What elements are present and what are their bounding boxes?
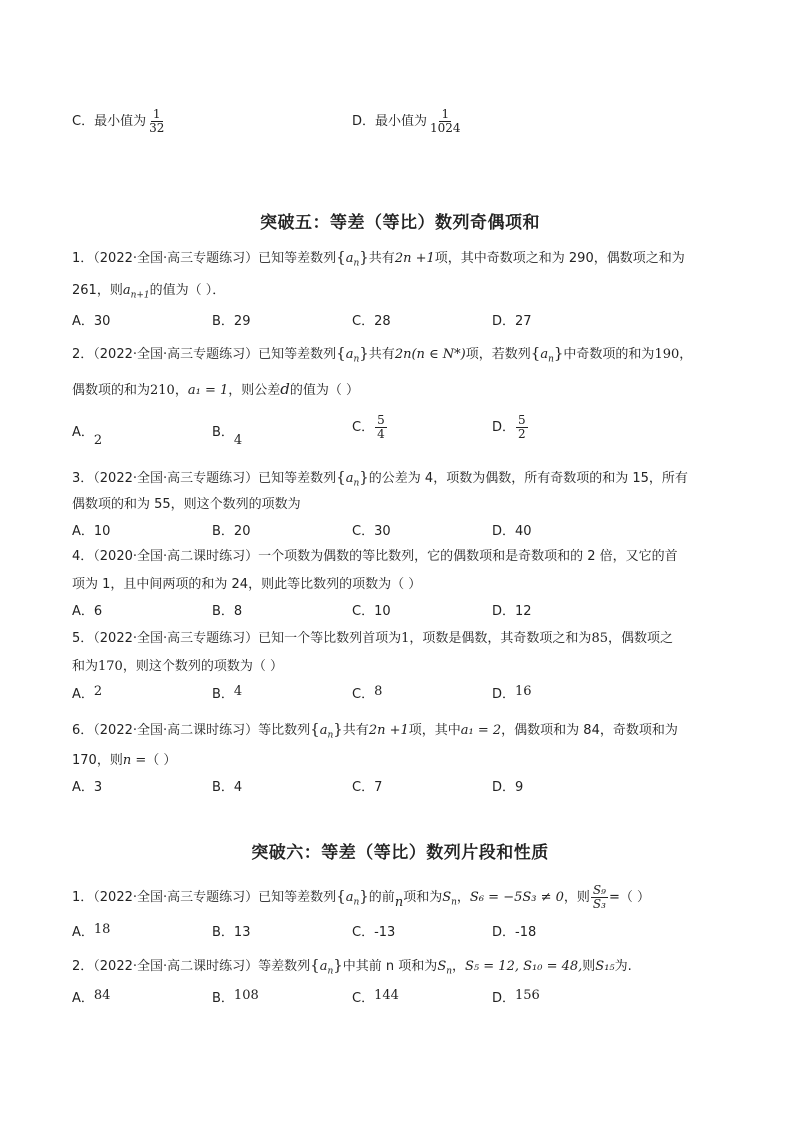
option: A．2 xyxy=(72,425,103,448)
s5-q6-line1: 6．（2022·全国·高二课时练习）等比数列$\{a_n\}$共有2n +1项，其中a₁ = 2，偶数项和为 84，奇数项和为 xyxy=(72,720,678,741)
top-option-d: D．最小值为 $\frac{1}{1024}$ xyxy=(352,107,461,135)
option: D．-18 xyxy=(492,925,537,940)
option: D．12 xyxy=(492,604,532,619)
option: C．144 xyxy=(352,988,399,1006)
option: C．7 xyxy=(352,780,383,795)
fraction: $\frac{5}{2}$ xyxy=(518,413,526,441)
option: C．30 xyxy=(352,524,391,539)
option: A．2 xyxy=(72,684,103,702)
option: D．16 xyxy=(492,684,532,702)
option: B．4 xyxy=(212,684,243,702)
option: B．13 xyxy=(212,925,251,940)
option: B．29 xyxy=(212,314,251,329)
s6-q2-line1: 2．（2022·全国·高二课时练习）等差数列$\{a_n\}$中其前 n 项和为$S_n$，S₅ = 12, S₁₀ = 48,则S₁₅为. xyxy=(72,956,632,977)
option: D．40 xyxy=(492,524,532,539)
option: B．4 xyxy=(212,425,243,448)
top-option-c: C．最小值为 $\frac{1}{32}$ xyxy=(72,107,165,135)
fraction: $\frac{\text{S₉}}{\text{S₃}}$ xyxy=(592,883,606,911)
s5-q1-line2: 261，则$a_{n+1}$的值为（ ）． xyxy=(72,283,226,301)
option: C．8 xyxy=(352,684,383,702)
option: B．108 xyxy=(212,988,259,1006)
option: B．8 xyxy=(212,604,243,619)
s6-q1-line1: 1．（2022·全国·高三专题练习）已知等差数列$\{a_n\}$的前n项和为$S_n$，S₆ = −5S₃ ≠ 0，则 $\frac{\text{S₉}}{\text{S₃}}$ =（ ） xyxy=(72,883,650,911)
option: C．28 xyxy=(352,314,391,329)
option: B．4 xyxy=(212,780,243,795)
s5-q5-line2: 和为170，则这个数列的项数为（ ） xyxy=(72,659,283,674)
fraction: $\frac{5}{4}$ xyxy=(377,413,385,441)
option: A．18 xyxy=(72,922,111,940)
option: D．9 xyxy=(492,780,524,795)
option: A．3 xyxy=(72,780,103,795)
section5-title: 突破五：等差（等比）数列奇偶项和 xyxy=(260,213,540,233)
s5-q2-line1: 2．（2022·全国·高三专题练习）已知等差数列$\{a_n\}$共有2n(n ∈ N*)项，若数列$\{a_n\}$中奇数项的和为190， xyxy=(72,344,693,365)
option: A．6 xyxy=(72,604,103,619)
s5-q3-line2: 偶数项的和为 55，则这个数列的项数为 xyxy=(72,497,301,512)
option: C． $\frac{5}{4}$ xyxy=(352,413,385,441)
s5-q1-line1: 1．（2022·全国·高三专题练习）已知等差数列$\{a_n\}$共有2n +1项，其中奇数项之和为 290，偶数项之和为 xyxy=(72,248,685,269)
s5-q3-line1: 3．（2022·全国·高三专题练习）已知等差数列$\{a_n\}$的公差为 4，项数为偶数，所有奇数项的和为 15，所有 xyxy=(72,468,688,489)
s5-q5-line1: 5．（2022·全国·高三专题练习）已知一个等比数列首项为1，项数是偶数，其奇数项之和为85，偶数项之 xyxy=(72,631,673,646)
option: B．20 xyxy=(212,524,251,539)
s5-q4-line2: 项为 1，且中间两项的和为 24，则此等比数列的项数为（ ） xyxy=(72,577,422,592)
option: D． $\frac{5}{2}$ xyxy=(492,413,526,441)
option: A．10 xyxy=(72,524,111,539)
s5-q2-line2: 偶数项的和为210，a₁ = 1，则公差d的值为（ ） xyxy=(72,380,360,398)
option: A．84 xyxy=(72,988,111,1006)
option: D．27 xyxy=(492,314,532,329)
option: C．-13 xyxy=(352,925,396,940)
fraction: $\frac{1}{32}$ xyxy=(149,107,165,135)
fraction: $\frac{1}{1024}$ xyxy=(430,107,461,135)
option: D．156 xyxy=(492,988,540,1006)
s5-q4-line1: 4．（2020·全国·高二课时练习）一个项数为偶数的等比数列，它的偶数项和是奇数项和的 2 倍，又它的首 xyxy=(72,549,678,564)
section6-title: 突破六：等差（等比）数列片段和性质 xyxy=(251,843,549,863)
option: C．10 xyxy=(352,604,391,619)
option: A．30 xyxy=(72,314,111,329)
s5-q6-line2: 170，则n =（ ） xyxy=(72,753,177,768)
